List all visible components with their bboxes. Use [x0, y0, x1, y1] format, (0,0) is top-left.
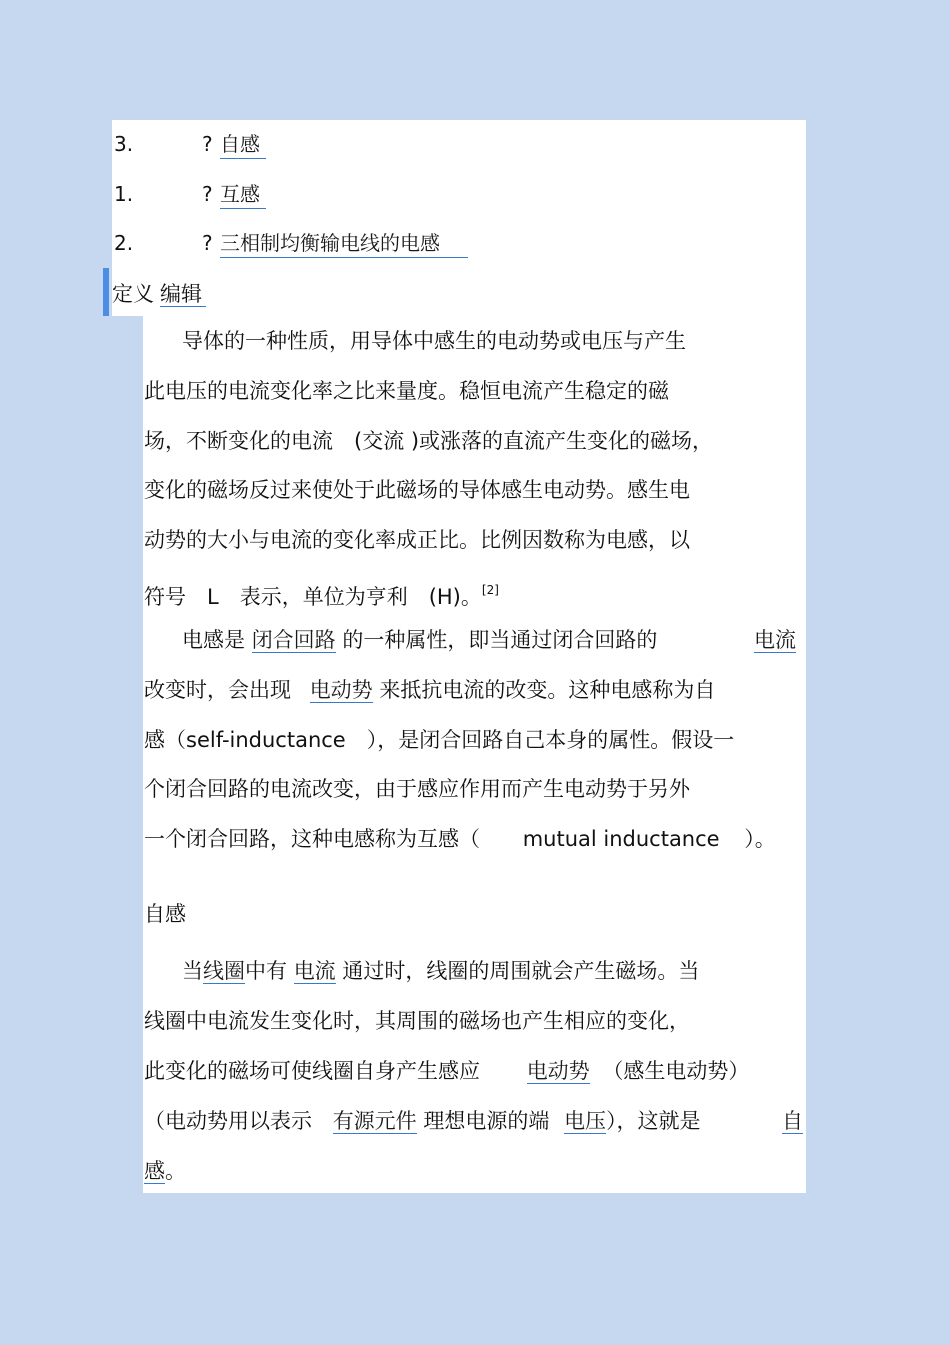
para2-line	[144, 824, 776, 854]
para3-text: ），这就是	[606, 1109, 701, 1133]
para3-text: 。	[165, 1159, 186, 1183]
link-active-element[interactable]: 有源元件	[332, 1109, 417, 1133]
para1-line: 此电压的电流变化率之比来量度。稳恒电流产生稳定的磁	[144, 379, 669, 403]
para2-text: 电感是	[182, 628, 245, 652]
toc-number: 3.	[114, 132, 134, 156]
toc-marker: ?	[202, 231, 213, 255]
para3-text: （电动势用以表示	[144, 1109, 312, 1133]
link-current[interactable]: 电流	[754, 628, 796, 652]
reference-link[interactable]: [2]	[481, 583, 499, 597]
para3-text: 此变化的磁场可使线圈自身产生感应	[144, 1059, 480, 1083]
document-page	[112, 120, 806, 1193]
para2-line	[754, 625, 796, 655]
para3-text: 理想电源的端	[423, 1109, 550, 1133]
para2-line: 个闭合回路的电流改变，由于感应作用而产生电动势于另外	[144, 777, 690, 801]
section-marker-bar	[103, 268, 109, 316]
toc-marker: ?	[202, 132, 213, 156]
para2-text: 一个闭合回路，这种电感称为互感（	[144, 827, 480, 851]
para1-line: 变化的磁场反过来使处于此磁场的导体感生电动势。感生电	[144, 478, 690, 502]
para3-text: 中有	[245, 959, 287, 983]
para3-line	[144, 1106, 701, 1136]
link-emf[interactable]: 电动势	[309, 678, 373, 702]
link-current[interactable]: 电流	[293, 959, 336, 983]
para2-line: 感（self-inductance ），是闭合回路自己本身的属性。假设一	[144, 728, 735, 752]
para1-line	[144, 575, 499, 612]
link-self-inductance-cont[interactable]: 感	[144, 1159, 165, 1183]
para2-text: ）。	[744, 827, 776, 851]
para1-line: 场，不断变化的电流 (交流 )或涨落的直流产生变化的磁场，	[144, 429, 714, 453]
link-voltage[interactable]: 电压	[564, 1109, 607, 1133]
para3-text: 通过时，线圈的周围就会产生磁场。当	[342, 959, 700, 983]
toc-link-three-phase[interactable]: 三相制均衡输电线的电感	[220, 229, 468, 258]
para2-text: 改变时，会出现	[144, 678, 291, 702]
link-closed-loop[interactable]: 闭合回路	[251, 628, 336, 652]
link-emf[interactable]: 电动势	[526, 1059, 590, 1083]
edit-link[interactable]: 编辑	[160, 282, 206, 307]
section-heading	[112, 280, 206, 308]
table-of-contents	[112, 120, 806, 306]
para1-text: 符号 L 表示，单位为亨利 (H)。	[144, 585, 482, 609]
para2-line	[182, 625, 657, 655]
term-mutual-inductance: mutual inductance	[522, 827, 720, 851]
para3-line	[182, 956, 699, 986]
section-title: 定义	[112, 282, 154, 306]
para3-line	[144, 1056, 749, 1086]
para2-line	[144, 675, 715, 705]
para3-line	[782, 1106, 803, 1136]
toc-link-mutual-inductance[interactable]: 互感	[220, 180, 266, 209]
para1-line: 导体的一种性质，用导体中感生的电动势或电压与产生	[182, 329, 686, 353]
toc-number: 2.	[114, 231, 134, 255]
para3-text: （感生电动势）	[602, 1059, 750, 1083]
link-self-inductance[interactable]: 自	[782, 1109, 803, 1133]
para3-line: 线圈中电流发生变化时，其周围的磁场也产生相应的变化，	[144, 1009, 690, 1033]
para3-text: 当	[182, 959, 203, 983]
para1-line: 动势的大小与电流的变化率成正比。比例因数称为电感，以	[144, 528, 690, 552]
para3-line	[144, 1156, 186, 1186]
toc-link-self-inductance[interactable]: 自感	[220, 130, 266, 159]
para2-text: 来抵抗电流的改变。这种电感称为自	[379, 678, 716, 702]
subheading-self-inductance: 自感	[144, 902, 186, 926]
left-margin-strip	[112, 316, 143, 1193]
toc-number: 1.	[114, 182, 134, 206]
para2-text: 的一种属性，即当通过闭合回路的	[342, 628, 658, 652]
toc-marker: ?	[202, 182, 213, 206]
link-coil[interactable]: 线圈	[203, 959, 245, 983]
